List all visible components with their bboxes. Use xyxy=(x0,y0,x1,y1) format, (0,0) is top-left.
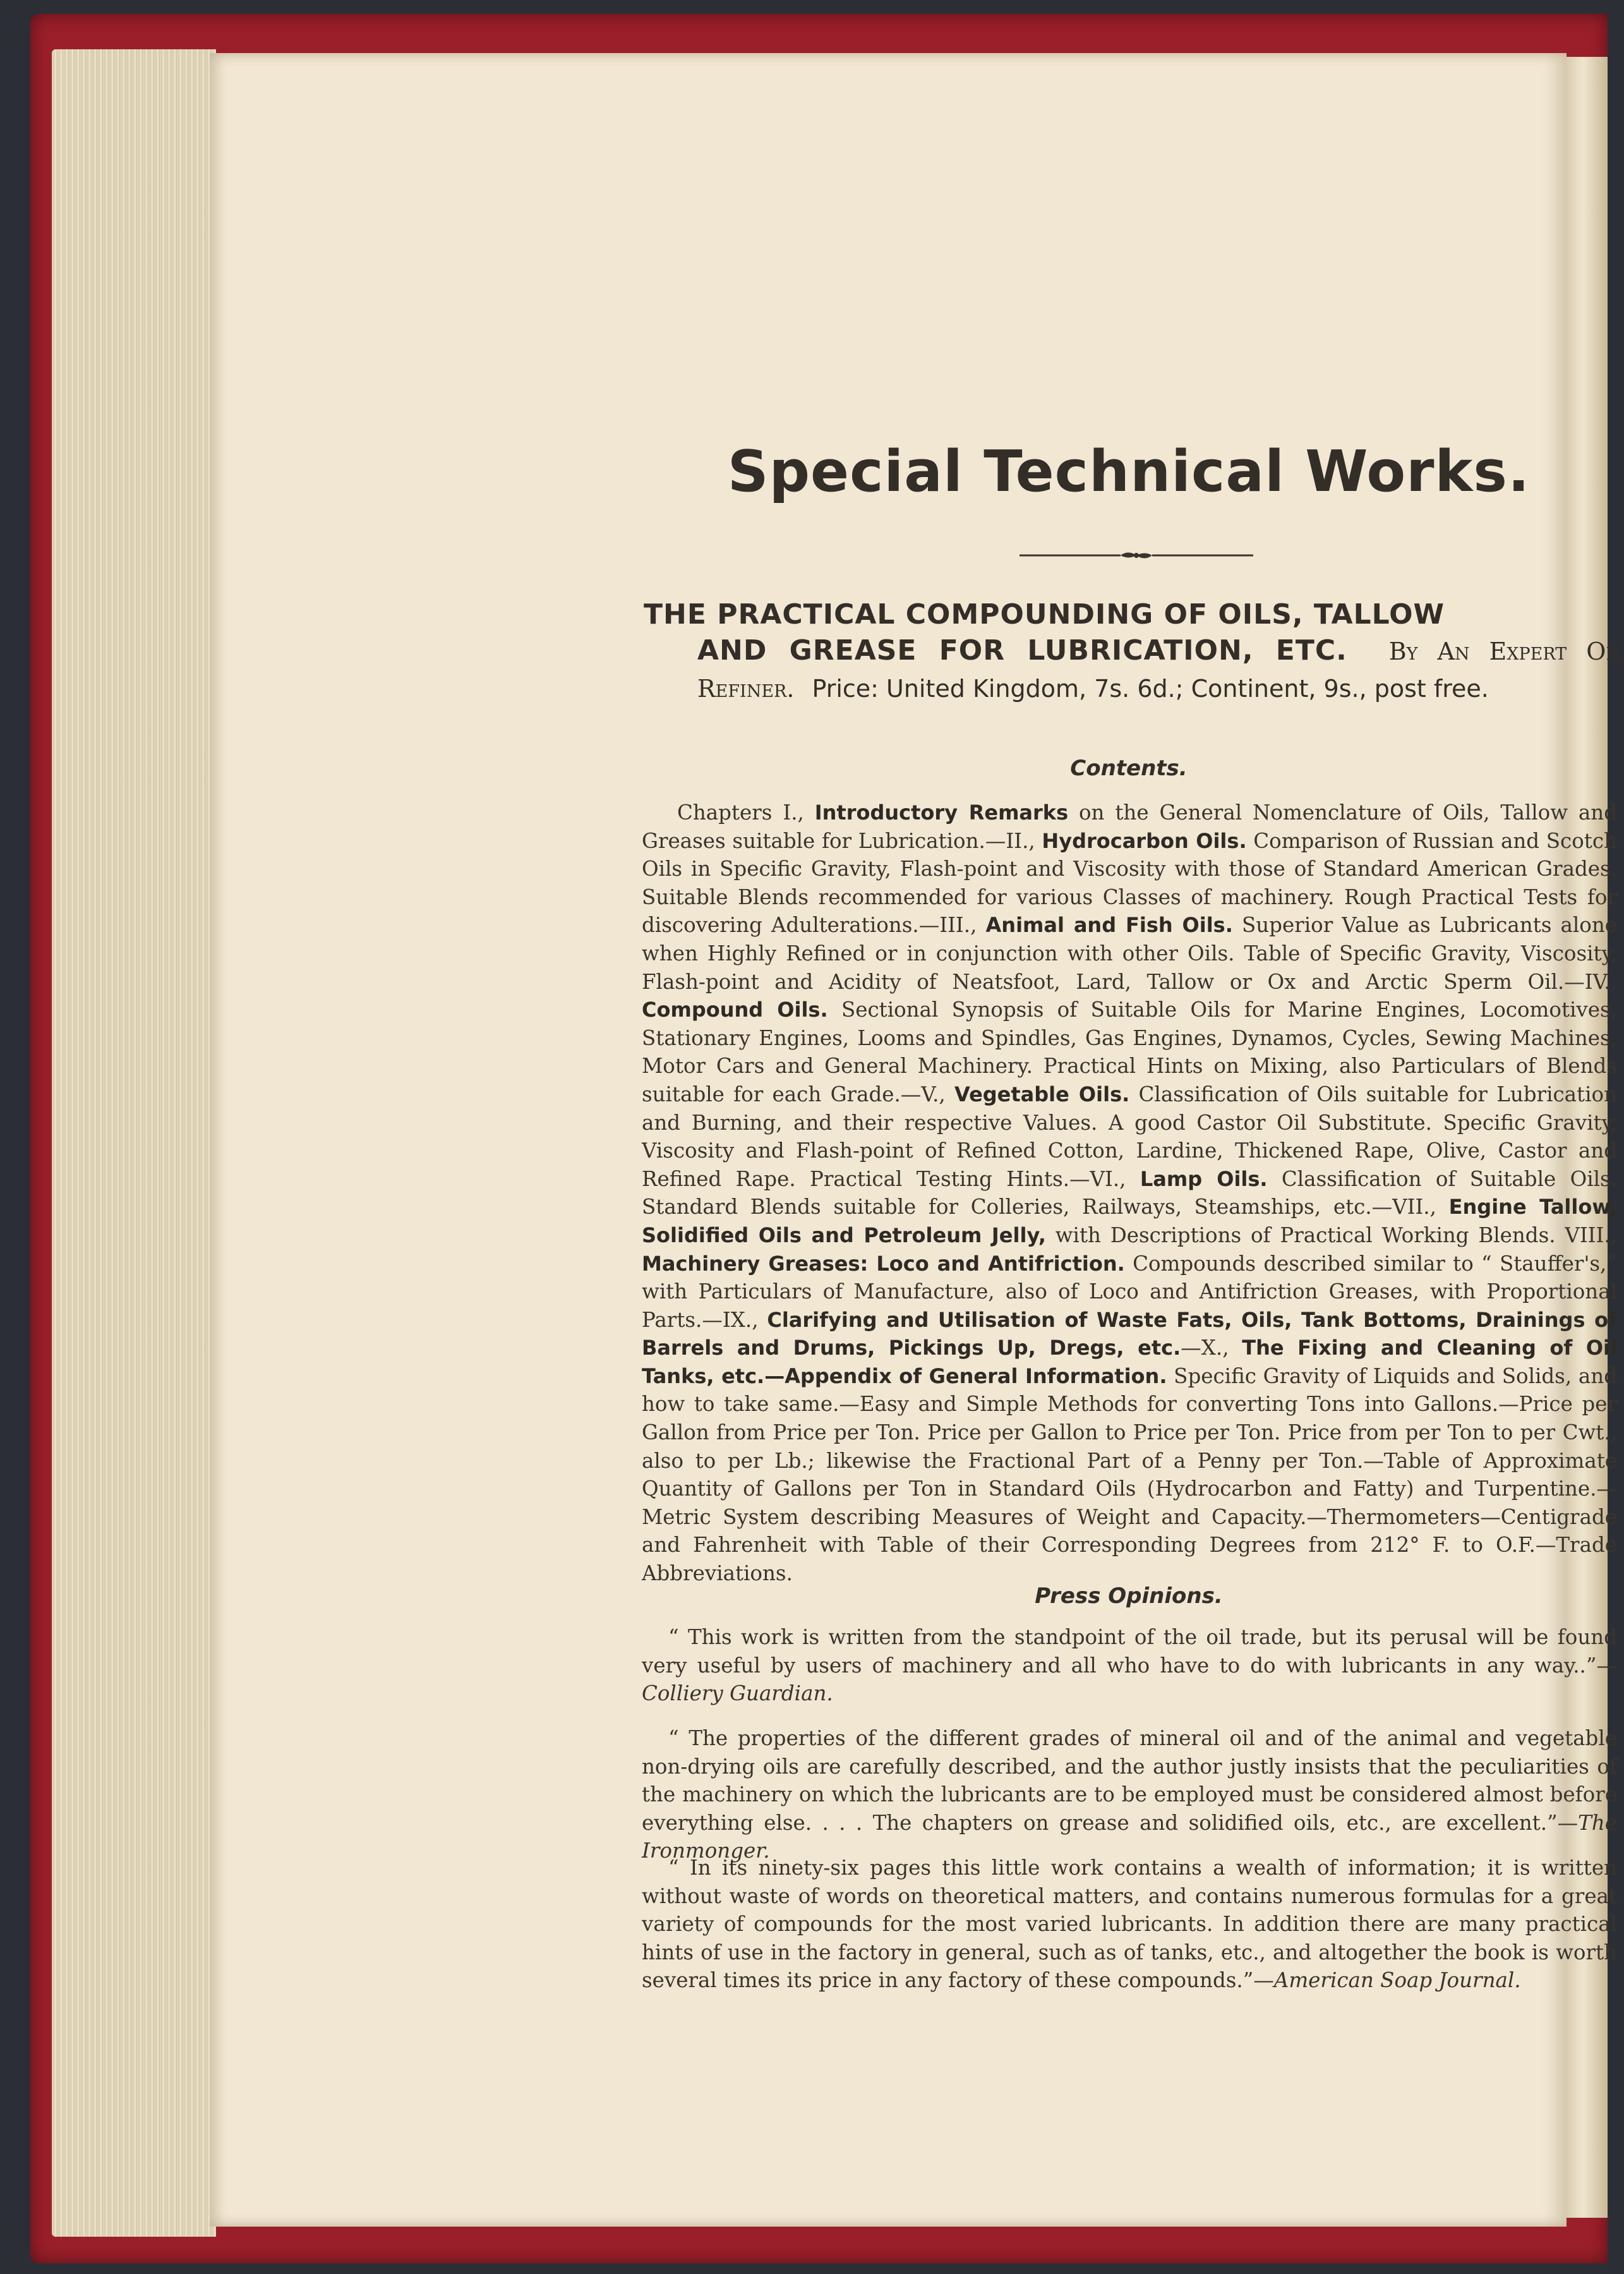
chapter-title: Compound Oils. xyxy=(642,998,828,1022)
contents-text-segment: on the General Nomenclature of Oils, Tallow and Greases suitable for Lubrication.—II., xyxy=(642,801,1617,853)
book-title-line1: THE PRACTICAL COMPOUNDING OF OILS, TALLOW xyxy=(644,598,1445,631)
quote-text: “ The properties of the different grades of mineral oil and of the animal and vegetable non-drying oils are carefully described, and the author justly insists that the peculiarities of the machinery on which the lubricants are to be employed must be considered almost before everything else. . . . The chapters on grease and solidified oils, etc., are excellent.”— xyxy=(642,1726,1617,1835)
quote-text: “ In its ninety-six pages this little work contains a wealth of information; it is written without waste of words on theoretical matters, and contains numerous formulas for a great variety of compounds for the most varied lubricants. In addition there are many practical hints of use in the factory in general, such as of tanks, etc., and altogether the book is worth several times its price in any factory of these compounds.”— xyxy=(642,1856,1617,1993)
chapter-title: Machinery Greases: Loco and Antifriction. xyxy=(642,1251,1125,1276)
contents-text-segment: Chapters I., xyxy=(677,801,815,825)
contents-paragraph xyxy=(642,799,1617,1588)
page xyxy=(210,53,1624,2227)
contents-text-segment: Comparison of Russian and Scotch Oils in Specific Gravity, Flash-point and Viscosity with those of Standard American Grades. Suitable Blends recommended for various Classes of machinery. Rough Practical Tests for discovering Adulterations.—III., xyxy=(642,828,1618,938)
book-title-rest xyxy=(644,632,1624,707)
press-opinions-heading: Press Opinions. xyxy=(1035,1583,1223,1609)
press-quote xyxy=(642,1623,1617,1708)
quote-source: The Ironmonger. xyxy=(642,1810,1617,1863)
contents-heading: Contents. xyxy=(1070,756,1188,781)
quote-source: American Soap Journal. xyxy=(1273,1968,1521,1993)
quote-source: Colliery Guardian. xyxy=(642,1681,833,1706)
contents-text-segment: Compounds described similar to “ Stauffer's,” with Particulars of Manufacture, also of Loco and Antifriction Greases, with Proportional Parts.—IX., xyxy=(642,1251,1618,1332)
press-quote xyxy=(642,1724,1617,1865)
contents-text-segment: Sectional Synopsis of Suitable Oils for Marine Engines, Locomotives, Stationary Engines, Looms and Spindles, Gas Engines, Dynamos, Cycles, Sewing Machines, Motor Cars and General Machinery. Practical Hints on Mixing, also Particulars of Blends suitable for each Grade.—V., xyxy=(642,998,1617,1106)
page-title: Special Technical Works. xyxy=(727,438,1531,505)
book-heading xyxy=(644,596,1624,707)
contents-text-segment: Classification of Oils suitable for Lubrication and Burning, and their respective Values. A good Castor Oil Substitute. Specific Gravity, Viscosity and Flash-point of Refined Cotton, Lardine, Thickened Rape, Olive, Castor and Refined Rape. Practical Testing Hints.—VI., xyxy=(642,1082,1618,1191)
contents-text-segment: with Descriptions of Practical Working Blends. VIII., xyxy=(1045,1223,1618,1247)
chapter-title: The Fixing and Cleaning of Oil Tanks, etc.—Appendix of General Information. xyxy=(642,1336,1617,1388)
book-price: Price: United Kingdom, 7s. 6d.; Continent, 9s., post free. xyxy=(812,675,1489,703)
chapter-title: Introductory Remarks xyxy=(814,801,1069,825)
page-leaves xyxy=(52,49,216,2237)
contents-text-segment: Specific Gravity of Liquids and Solids, and how to take same.—Easy and Simple Methods for converting Tons into Gallons.—Price per Gallon from Price per Ton. Price per Gallon to Price per Ton. Price from per Ton to per Cwt., also to per Lb.; likewise the Fractional Part of a Penny per Ton.—Table of Approximate Quantity of Gallons per Ton in Standard Oils (Hydrocarbon and Fatty) and Turpentine.—Metric System describing Measures of Weight and Capacity.—Thermometers—Centigrade and Fahrenheit with Table of their Corresponding Degrees from 212° F. to O.F.—Trade Abbreviations. xyxy=(642,1364,1617,1586)
chapter-title: Clarifying and Utilisation of Waste Fats, Oils, Tank Bottoms, Drainings of Barrels and Drums, Pickings Up, Dregs, etc. xyxy=(642,1307,1618,1360)
chapter-title: Hydrocarbon Oils. xyxy=(1042,828,1247,853)
contents-text-segment: Superior Value as Lubricants alone when Highly Refined or in conjunction with other Oils. Table of Specific Gravity, Viscosity, Flash-point and Acidity of Neatsfoot, Lard, Tallow or Ox and Arctic Sperm Oil.—IV., xyxy=(642,913,1618,994)
chapter-title: Lamp Oils. xyxy=(1140,1166,1268,1191)
contents-text-segment: —X., xyxy=(1181,1336,1242,1360)
chapter-title: Animal and Fish Oils. xyxy=(985,913,1233,938)
book-title-line2: AND GREASE FOR LUBRICATION, ETC. xyxy=(697,634,1347,667)
chapter-title: Engine Tallow, Solidified Oils and Petroleum Jelly, xyxy=(642,1195,1617,1247)
quote-text: “ This work is written from the standpoint of the oil trade, but its perusal will be found very useful by users of machinery and all who have to do with lubricants in any way..”— xyxy=(642,1625,1617,1678)
book-author: By An Expert Oil Refiner. xyxy=(697,638,1624,703)
contents-text-segment: Classification of Suitable Oils. Standard Blends suitable for Colleries, Railways, Steamships, etc.—VII., xyxy=(642,1166,1618,1219)
chapter-title: Vegetable Oils. xyxy=(954,1082,1130,1106)
ornament-divider-icon xyxy=(1020,546,1253,565)
press-quote xyxy=(642,1854,1617,1995)
